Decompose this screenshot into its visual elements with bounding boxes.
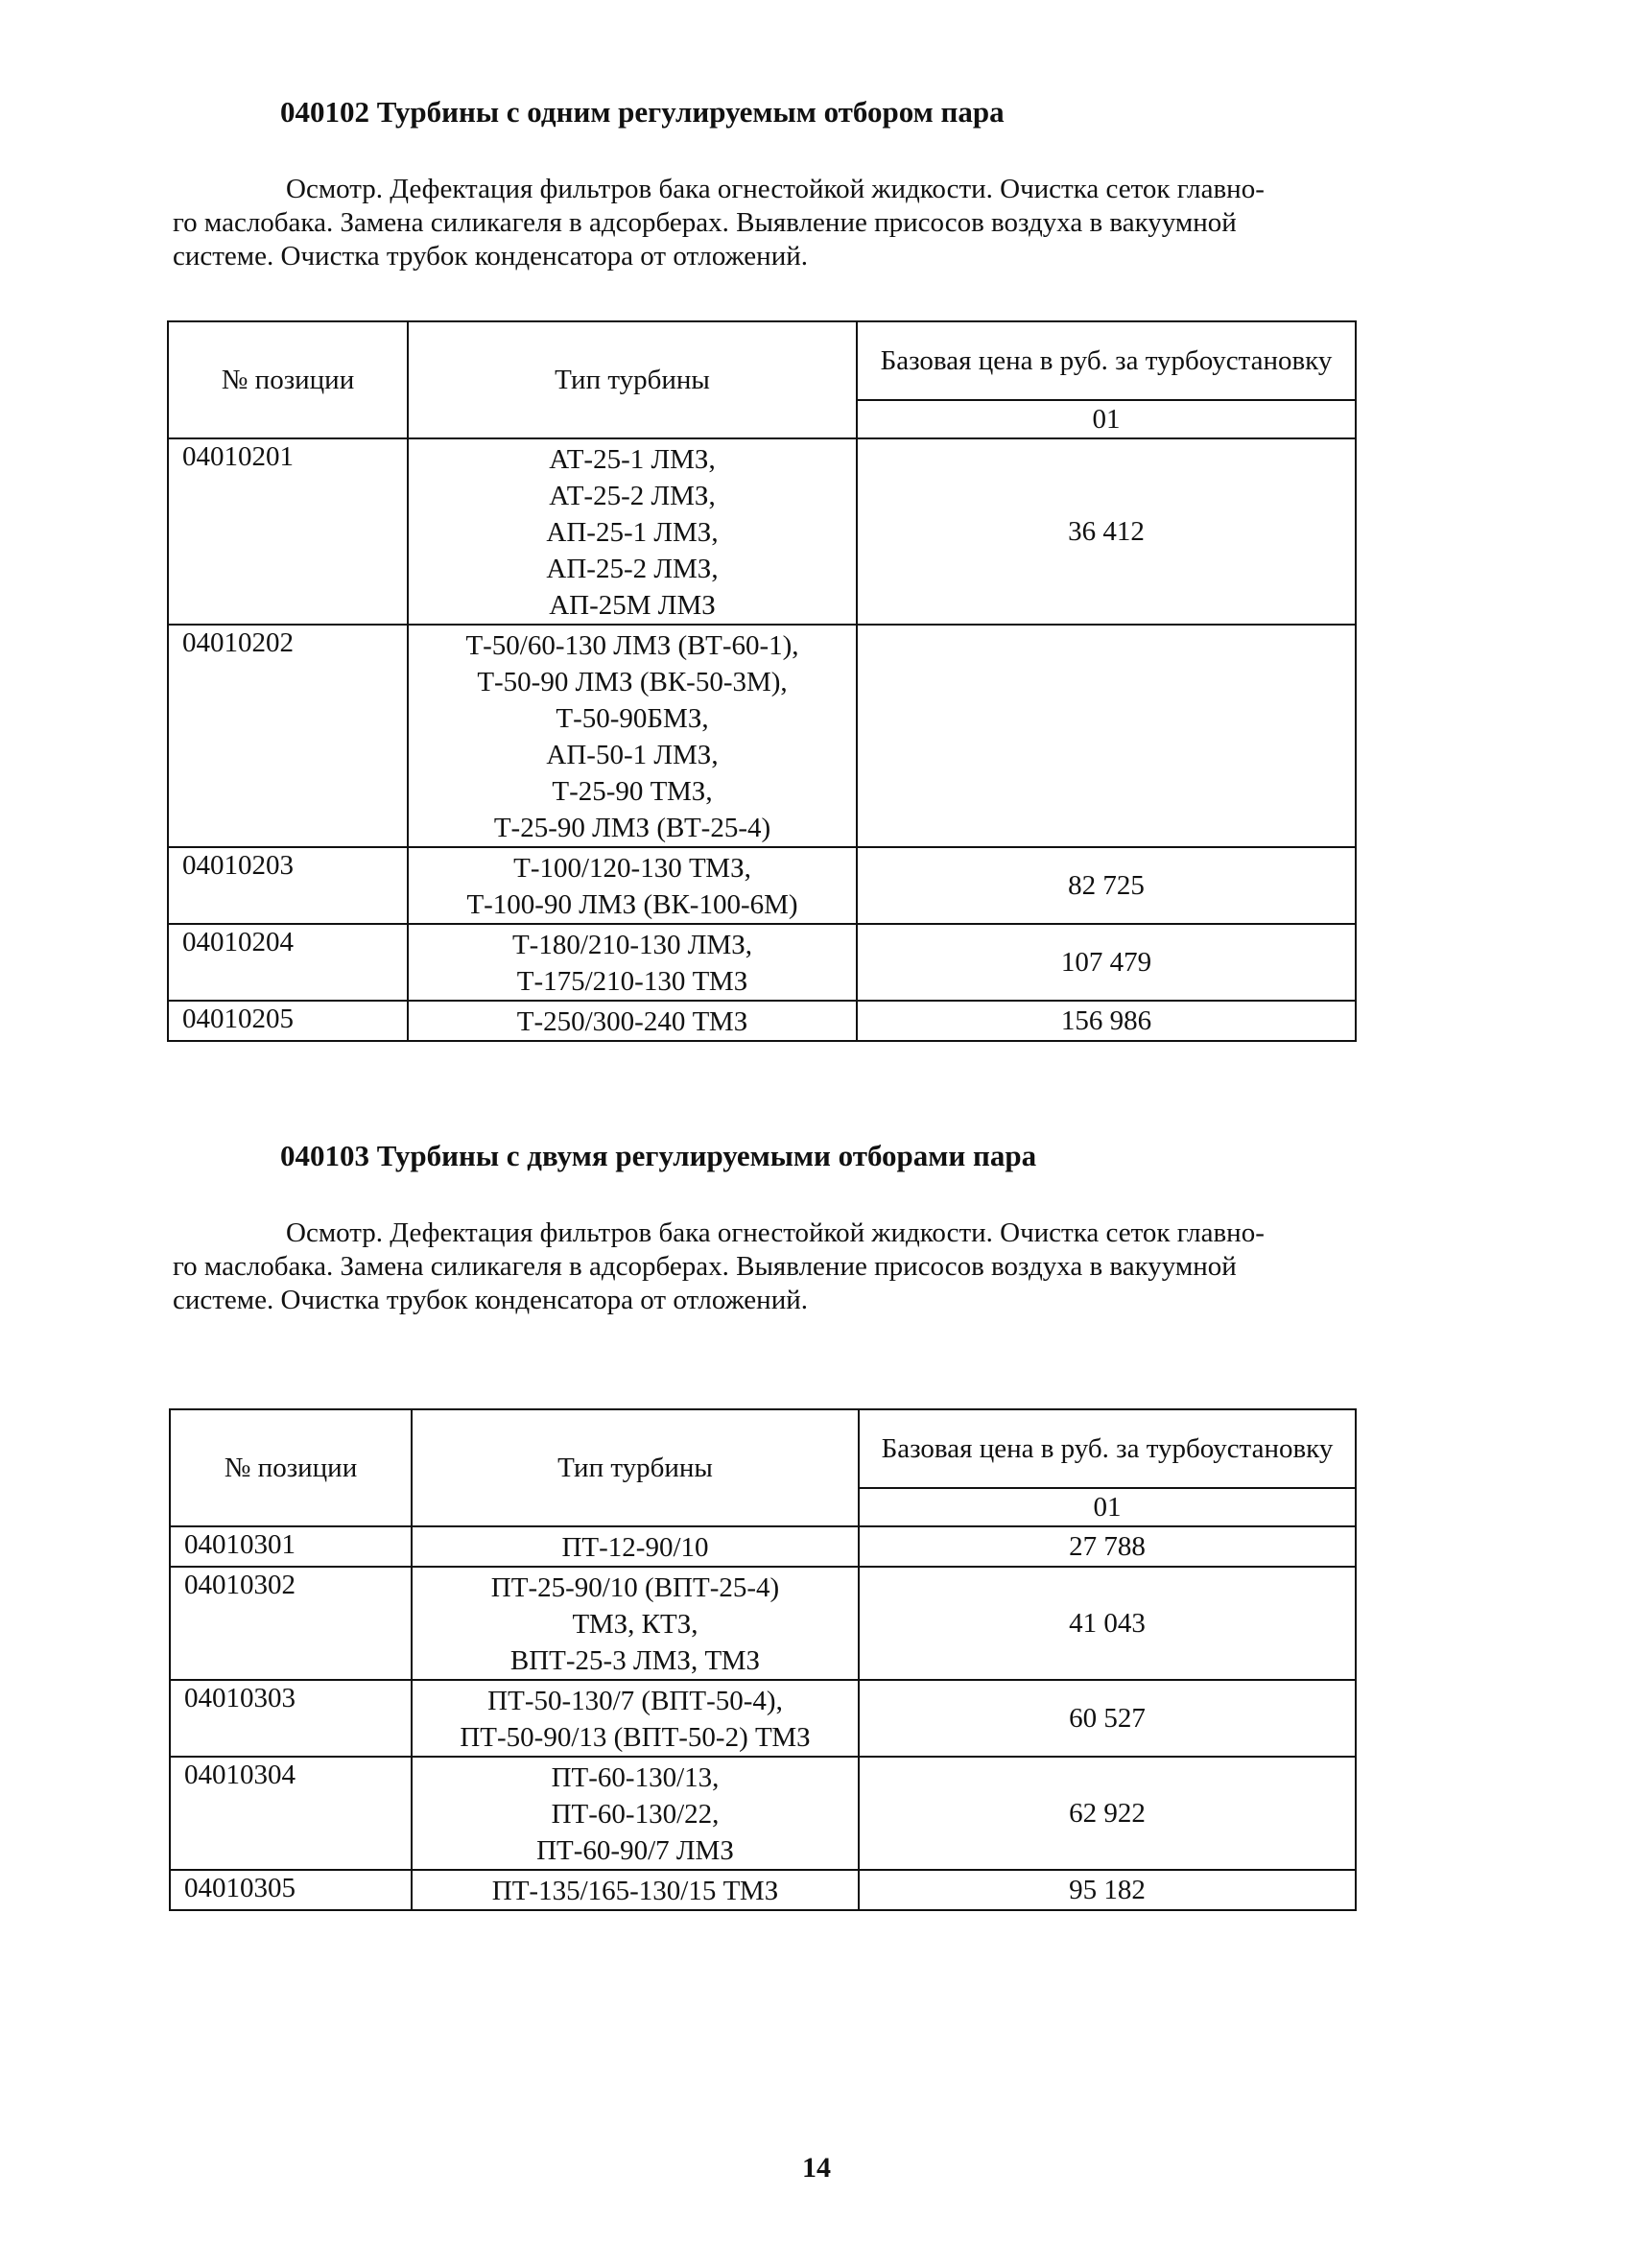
row-price: 62 922 xyxy=(859,1757,1356,1870)
table-row xyxy=(168,847,1356,924)
turbine-type: Т-25-90 ЛМЗ (ВТ-25-4) xyxy=(493,813,771,843)
turbine-type: ТМЗ, КТЗ, xyxy=(572,1609,698,1640)
row-price: 95 182 xyxy=(859,1870,1356,1910)
row-price: 156 986 xyxy=(857,1001,1356,1041)
row-code: 04010204 xyxy=(168,924,408,1001)
table-row xyxy=(168,924,1356,1001)
description-line: го маслобака. Замена силикагеля в адсорберах. Выявление присосов воздуха в вакуумной xyxy=(173,1251,1237,1282)
page-number: 14 xyxy=(802,2152,831,2184)
turbine-type: ПТ-60-130/13, xyxy=(551,1762,720,1793)
section-description xyxy=(173,1217,1487,1317)
row-price: 60 527 xyxy=(859,1680,1356,1757)
table-row xyxy=(170,1680,1356,1757)
turbine-type: Т-175/210-130 ТМЗ xyxy=(516,966,748,997)
turbine-type: ПТ-12-90/10 xyxy=(561,1532,709,1563)
row-turbine-types xyxy=(412,1757,859,1870)
row-turbine-types xyxy=(412,1870,859,1910)
turbine-type: ПТ-50-90/13 (ВПТ-50-2) ТМЗ xyxy=(460,1722,811,1753)
row-price xyxy=(857,625,1356,847)
header-position: № позиции xyxy=(170,1409,412,1526)
turbine-type: ВПТ-25-3 ЛМЗ, ТМЗ xyxy=(509,1645,761,1676)
row-price: 82 725 xyxy=(857,847,1356,924)
turbine-type: ПТ-60-130/22, xyxy=(551,1799,720,1830)
row-code: 04010304 xyxy=(170,1757,412,1870)
turbine-type: АП-50-1 ЛМЗ, xyxy=(546,740,719,770)
turbine-type: Т-25-90 ТМЗ, xyxy=(552,776,713,807)
description-line: системе. Очистка трубок конденсатора от отложений. xyxy=(173,241,808,272)
row-turbine-types xyxy=(412,1526,859,1567)
turbine-type: ПТ-25-90/10 (ВПТ-25-4) xyxy=(490,1572,780,1603)
row-code: 04010305 xyxy=(170,1870,412,1910)
header-position: № позиции xyxy=(168,321,408,438)
description-line: Осмотр. Дефектация фильтров бака огнестойкой жидкости. Очистка сеток главно- xyxy=(286,1217,1265,1248)
row-price: 107 479 xyxy=(857,924,1356,1001)
row-turbine-types xyxy=(408,625,857,847)
turbine-type: ПТ-50-130/7 (ВПТ-50-4), xyxy=(487,1686,783,1716)
row-price: 27 788 xyxy=(859,1526,1356,1567)
section-title: 040103 Турбины с двумя регулируемыми отборами пара xyxy=(280,1139,1037,1172)
table-row xyxy=(170,1567,1356,1680)
header-price: Базовая цена в руб. за турбоустановку xyxy=(859,1409,1356,1488)
row-code: 04010203 xyxy=(168,847,408,924)
row-price: 36 412 xyxy=(857,438,1356,625)
turbine-type: Т-250/300-240 ТМЗ xyxy=(516,1006,748,1037)
description-line: Осмотр. Дефектация фильтров бака огнестойкой жидкости. Очистка сеток главно- xyxy=(286,174,1265,204)
turbine-type: Т-50-90БМЗ, xyxy=(556,703,709,734)
table-row xyxy=(170,1526,1356,1567)
description-line: го маслобака. Замена силикагеля в адсорберах. Выявление присосов воздуха в вакуумной xyxy=(173,207,1237,238)
turbine-type: Т-100-90 ЛМЗ (ВК-100-6М) xyxy=(466,889,798,920)
table-row xyxy=(168,625,1356,847)
section-description xyxy=(173,173,1487,273)
turbine-type: АТ-25-1 ЛМЗ, xyxy=(549,444,716,475)
row-price: 41 043 xyxy=(859,1567,1356,1680)
row-code: 04010301 xyxy=(170,1526,412,1567)
table-row xyxy=(168,438,1356,625)
turbine-type: Т-100/120-130 ТМЗ, xyxy=(513,853,751,884)
turbine-type: ПТ-135/165-130/15 ТМЗ xyxy=(491,1876,779,1906)
turbine-type: АП-25М ЛМЗ xyxy=(549,590,716,621)
row-turbine-types xyxy=(408,438,857,625)
description-line: системе. Очистка трубок конденсатора от отложений. xyxy=(173,1285,808,1315)
header-price: Базовая цена в руб. за турбоустановку xyxy=(857,321,1356,400)
price-table xyxy=(169,1408,1357,1911)
turbine-type: АП-25-2 ЛМЗ, xyxy=(546,554,719,584)
turbine-type: АТ-25-2 ЛМЗ, xyxy=(549,481,716,511)
table-row xyxy=(170,1870,1356,1910)
row-code: 04010205 xyxy=(168,1001,408,1041)
price-table xyxy=(167,320,1357,1042)
header-turbine-type: Тип турбины xyxy=(412,1409,859,1526)
row-turbine-types xyxy=(412,1567,859,1680)
turbine-type: Т-50/60-130 ЛМЗ (ВТ-60-1), xyxy=(465,630,799,661)
table-row xyxy=(170,1757,1356,1870)
row-turbine-types xyxy=(412,1680,859,1757)
table-row xyxy=(168,1001,1356,1041)
turbine-type: Т-50-90 ЛМЗ (ВК-50-3М), xyxy=(477,667,788,697)
turbine-type: АП-25-1 ЛМЗ, xyxy=(546,517,719,548)
header-turbine-type: Тип турбины xyxy=(408,321,857,438)
turbine-type: Т-180/210-130 ЛМЗ, xyxy=(511,930,753,960)
row-turbine-types xyxy=(408,1001,857,1041)
section-title: 040102 Турбины с одним регулируемым отбором пара xyxy=(280,95,1005,129)
row-code: 04010201 xyxy=(168,438,408,625)
row-code: 04010303 xyxy=(170,1680,412,1757)
row-turbine-types xyxy=(408,924,857,1001)
header-price-sub: 01 xyxy=(859,1488,1356,1526)
header-price-sub: 01 xyxy=(857,400,1356,438)
row-turbine-types xyxy=(408,847,857,924)
row-code: 04010202 xyxy=(168,625,408,847)
row-code: 04010302 xyxy=(170,1567,412,1680)
turbine-type: ПТ-60-90/7 ЛМЗ xyxy=(536,1835,734,1866)
